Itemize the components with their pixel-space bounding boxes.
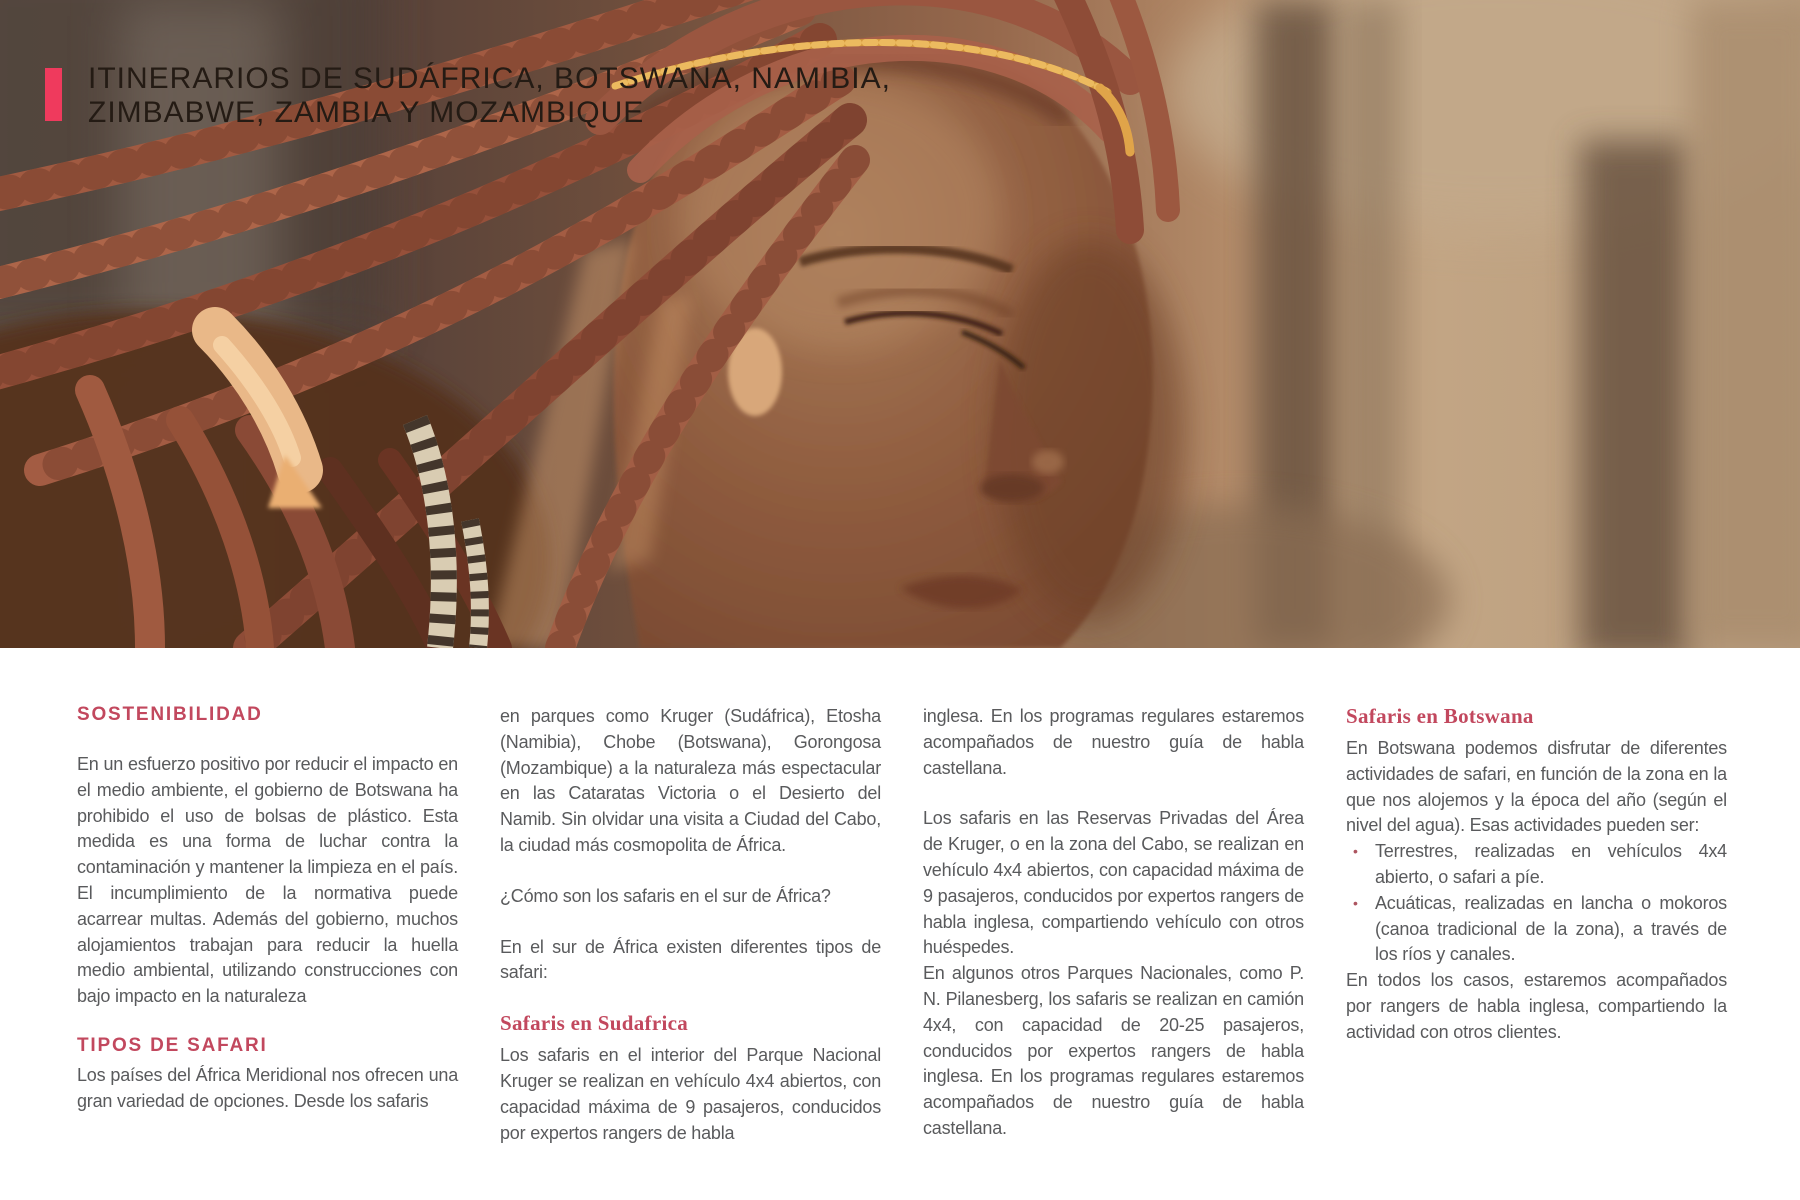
title-accent-bar [45, 68, 62, 121]
heading-sostenibilidad: SOSTENIBILIDAD [77, 704, 263, 725]
paragraph: Los safaris en el interior del Parque Nacional Kruger se realizan en vehículo 4x4 abiertos, con capacidad máxima de 9 pasajeros, conducidos por expertos rangers de habla [500, 1045, 881, 1143]
paragraph: En un esfuerzo positivo por reducir el impacto en el medio ambiente, el gobierno de Botswana ha prohibido el uso de bolsas de plástico. Esta medida es una forma de luchar contra la contaminación y mantener la limpieza en el país. El incumplimiento de la normativa puede acarrear multas. Además del gobierno, muchos alojamientos trabajan para reducir la huella medio ambiental, utilizando construcciones con bajo impacto en la naturaleza [77, 754, 458, 1007]
column-sostenibilidad [77, 704, 458, 1200]
paragraph: Los safaris en las Reservas Privadas del Área de Kruger, o en la zona del Cabo, se realizan en vehículo 4x4 abiertos, con capacidad máxima de 9 pasajeros, conducidos por expertos rangers de habla inglesa, compartiendo vehículo con otros huéspedes. [923, 808, 1304, 958]
column-botswana [1346, 704, 1727, 1200]
heading-tipos-de-safari: TIPOS DE SAFARI [77, 1034, 268, 1056]
page-title-line-2: ZIMBABWE, ZAMBIA Y MOZAMBIQUE [88, 96, 645, 129]
paragraph: en parques como Kruger (Sudáfrica), Etosha (Namibia), Chobe (Botswana), Gorongosa (Mozambique) a la naturaleza más espectacular en las Cataratas Victoria o el Desierto del Namib. Sin olvidar una visita a Ciudad del Cabo, la ciudad más cosmopolita de África. [500, 706, 881, 855]
page-title-line-1: ITINERARIOS DE SUDÁFRICA, BOTSWANA, NAMIBIA, [88, 62, 891, 95]
page-title-block [45, 62, 891, 130]
paragraph: En algunos otros Parques Nacionales, como P. N. Pilanesberg, los safaris se realizan en camión 4x4, con capacidad de 20-25 pasajeros, conducidos por expertos rangers de habla inglesa. En los programas regulares estaremos acompañados de nuestro guía de habla castellana. [923, 963, 1304, 1138]
column-reservas [923, 704, 1304, 1200]
content-columns [0, 648, 1800, 1200]
paragraph: En Botswana podemos disfrutar de diferentes actividades de safari, en función de la zona en la que nos alojemos y la época del año (según el nivel del agua). Esas actividades pueden ser: [1346, 738, 1727, 836]
paragraph: ¿Cómo son los safaris en el sur de África? [500, 885, 831, 906]
paragraph: En todos los casos, estaremos acompañados por rangers de habla inglesa, compartiendo la actividad con otros clientes. [1346, 970, 1727, 1042]
list-item: • Acuáticas, realizadas en lancha o mokoros (canoa tradicional de la zona), a través de los ríos y canales. [1346, 891, 1727, 968]
paragraph: En el sur de África existen diferentes tipos de safari: [500, 936, 881, 983]
paragraph: inglesa. En los programas regulares estaremos acompañados de nuestro guía de habla castellana. [923, 706, 1304, 778]
safari-activity-list [1346, 839, 1727, 968]
paragraph: Los países del África Meridional nos ofrecen una gran variedad de opciones. Desde los safaris [77, 1064, 458, 1111]
heading-safaris-en-botswana: Safaris en Botswana [1346, 704, 1534, 728]
page-title [88, 62, 891, 130]
heading-safaris-en-sudafrica: Safaris en Sudafrica [500, 1011, 689, 1036]
list-item: • Terrestres, realizadas en vehículos 4x4 abierto, o safari a píe. [1346, 839, 1727, 891]
column-parques [500, 704, 881, 1200]
